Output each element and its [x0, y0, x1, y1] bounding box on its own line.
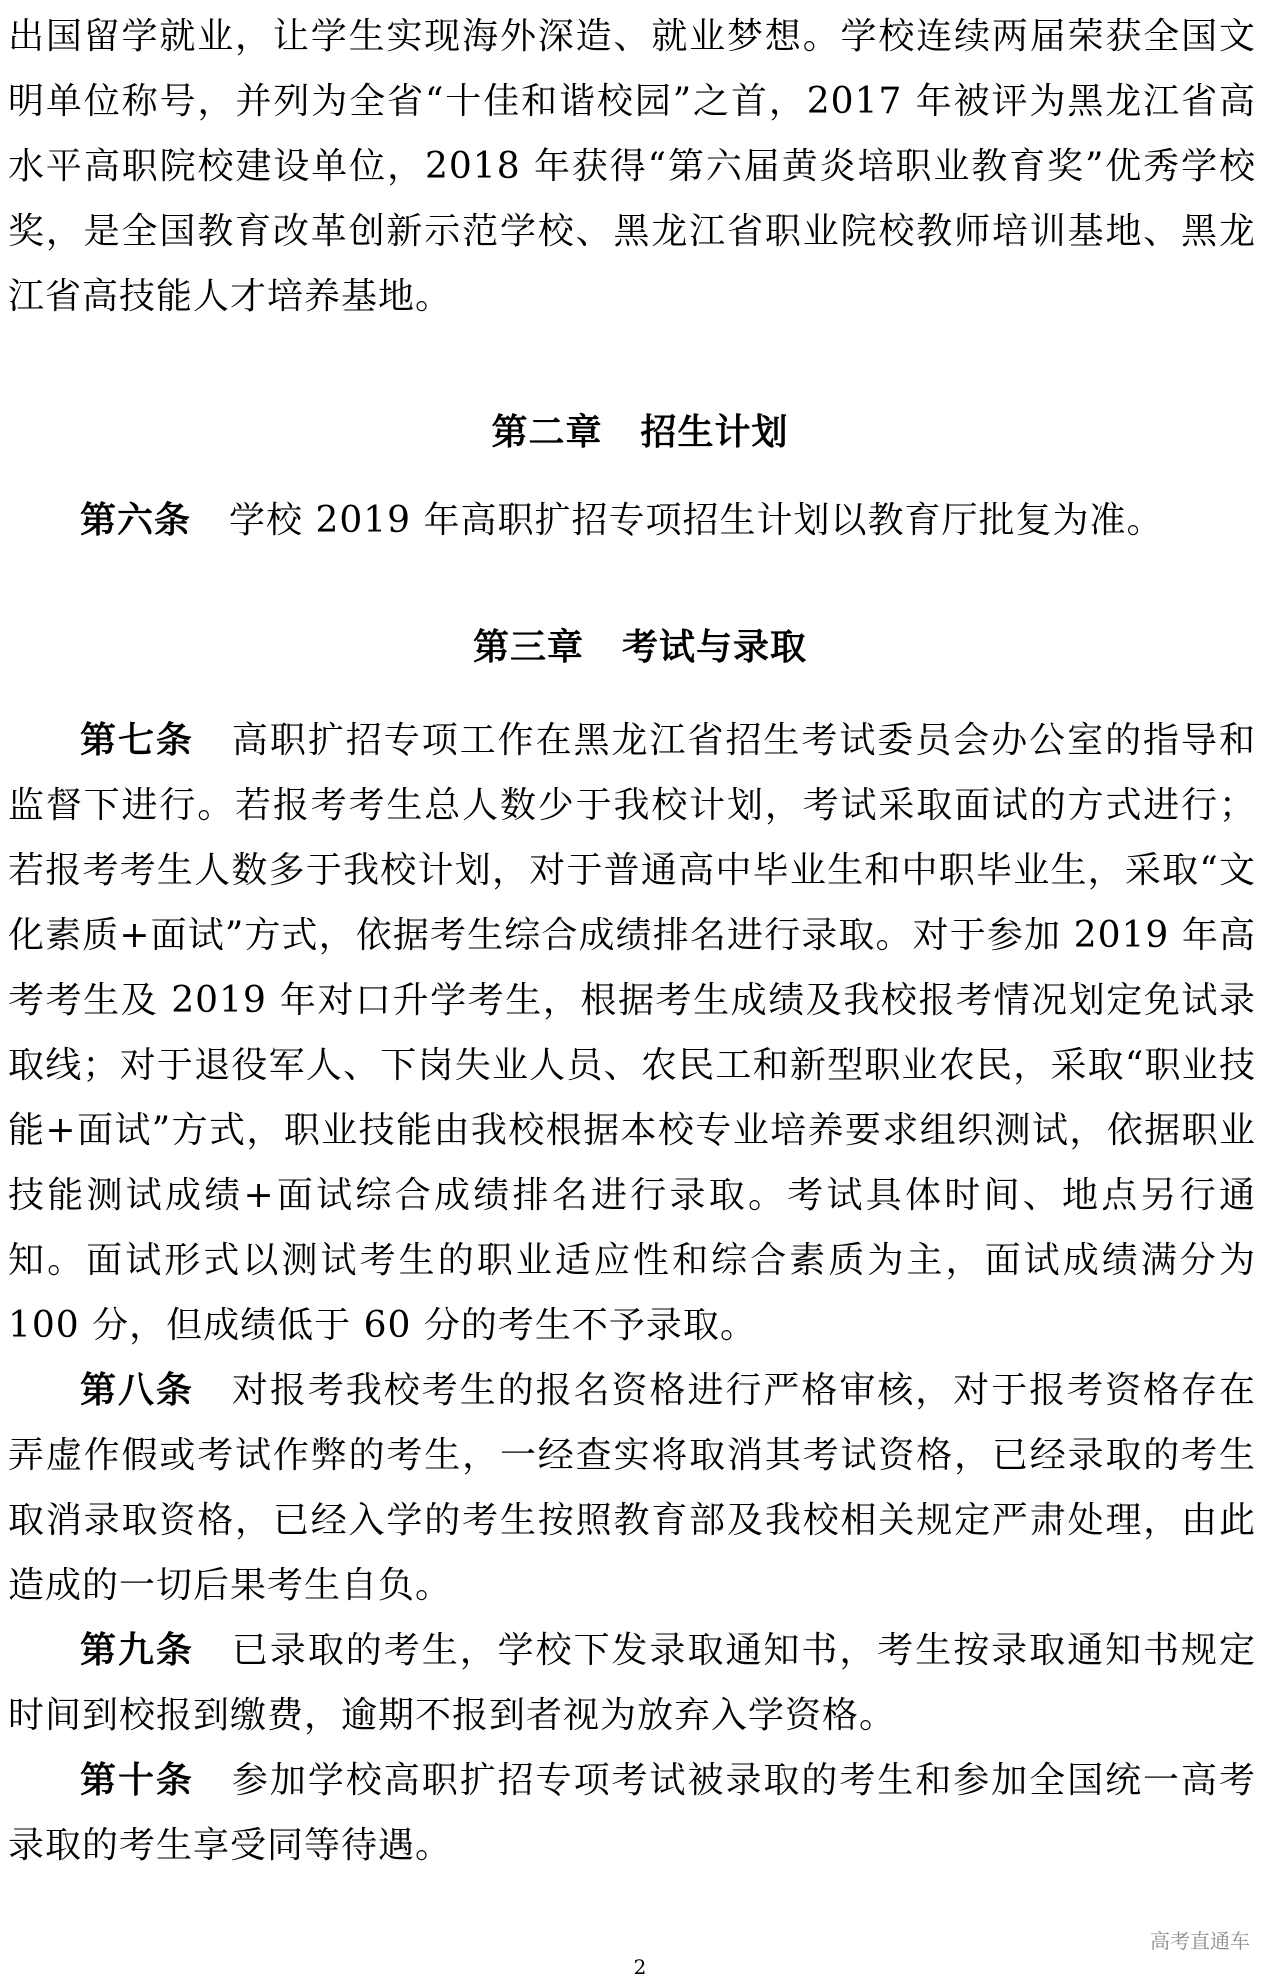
chapter-3-number: 第三章: [472, 627, 584, 668]
article-label: 第十条: [80, 1760, 194, 1801]
article-9-paragraph: [8, 1618, 1256, 1748]
page-number: 2: [633, 1955, 647, 1979]
article-label: 第八条: [80, 1370, 194, 1411]
article-label: 第七条: [80, 720, 194, 761]
chapter-2-heading: [0, 408, 1280, 458]
article-label: 第九条: [80, 1630, 194, 1671]
watermark-text: 高考直通车: [1150, 1929, 1250, 1953]
article-text: 高职扩招专项工作在黑龙江省招生考试委员会办公室的指导和监督下进行。若报考考生总人数少于我校计划，考试采取面试的方式进行；若报考考生人数多于我校计划，对于普通高中毕业生和中职毕业生，采取“文化素质+面试”方式，依据考生综合成绩排名进行录取。对于参加 2019 年高考考生及 2019 年对口升学考生，根据考生成绩及我校报考情况划定免试录取线；对于退役军人、下岗失业人员、农民工和新型职业农民，采取“职业技能+面试”方式，职业技能由我校根据本校专业培养要求组织测试，依据职业技能测试成绩+面试综合成绩排名进行录取。考试具体时间、地点另行通知。面试形式以测试考生的职业适应性和综合素质为主，面试成绩满分为 100 分，但成绩低于 60 分的考生不予录取。: [8, 720, 1256, 1346]
article-6-paragraph: [8, 488, 1256, 553]
article-label: 第六条: [80, 500, 192, 541]
article-text: 学校 2019 年高职扩招专项招生计划以教育厅批复为准。: [229, 500, 1164, 541]
article-8-paragraph: [8, 1358, 1256, 1618]
chapter-3-heading: [0, 623, 1280, 673]
intro-paragraph: 出国留学就业，让学生实现海外深造、就业梦想。学校连续两届荣获全国文明单位称号，并列为全省“十佳和谐校园”之首，2017 年被评为黑龙江省高水平高职院校建设单位，2018 年获得“第六届黄炎培职业教育奖”优秀学校奖，是全国教育改革创新示范学校、黑龙江省职业院校教师培训基地、黑龙江省高技能人才培养基地。: [8, 16, 1256, 317]
chapter-2-title: 招生计划: [640, 412, 789, 453]
chapter-3-title: 考试与录取: [622, 627, 808, 668]
intro-section: [8, 4, 1256, 329]
article-text: 已录取的考生，学校下发录取通知书，考生按录取通知书规定时间到校报到缴费，逾期不报到者视为放弃入学资格。: [8, 1630, 1256, 1736]
chapter-3-articles: [8, 708, 1256, 1878]
article-7-paragraph: [8, 708, 1256, 1358]
article-6: [8, 488, 1256, 553]
article-text: 对报考我校考生的报名资格进行严格审核，对于报考资格存在弄虚作假或考试作弊的考生，一经查实将取消其考试资格，已经录取的考生取消录取资格，已经入学的考生按照教育部及我校相关规定严肃处理，由此造成的一切后果考生自负。: [8, 1370, 1256, 1606]
article-text: 参加学校高职扩招专项考试被录取的考生和参加全国统一高考录取的考生享受同等待遇。: [8, 1760, 1256, 1866]
chapter-2-number: 第二章: [491, 412, 603, 453]
article-10-paragraph: [8, 1748, 1256, 1878]
